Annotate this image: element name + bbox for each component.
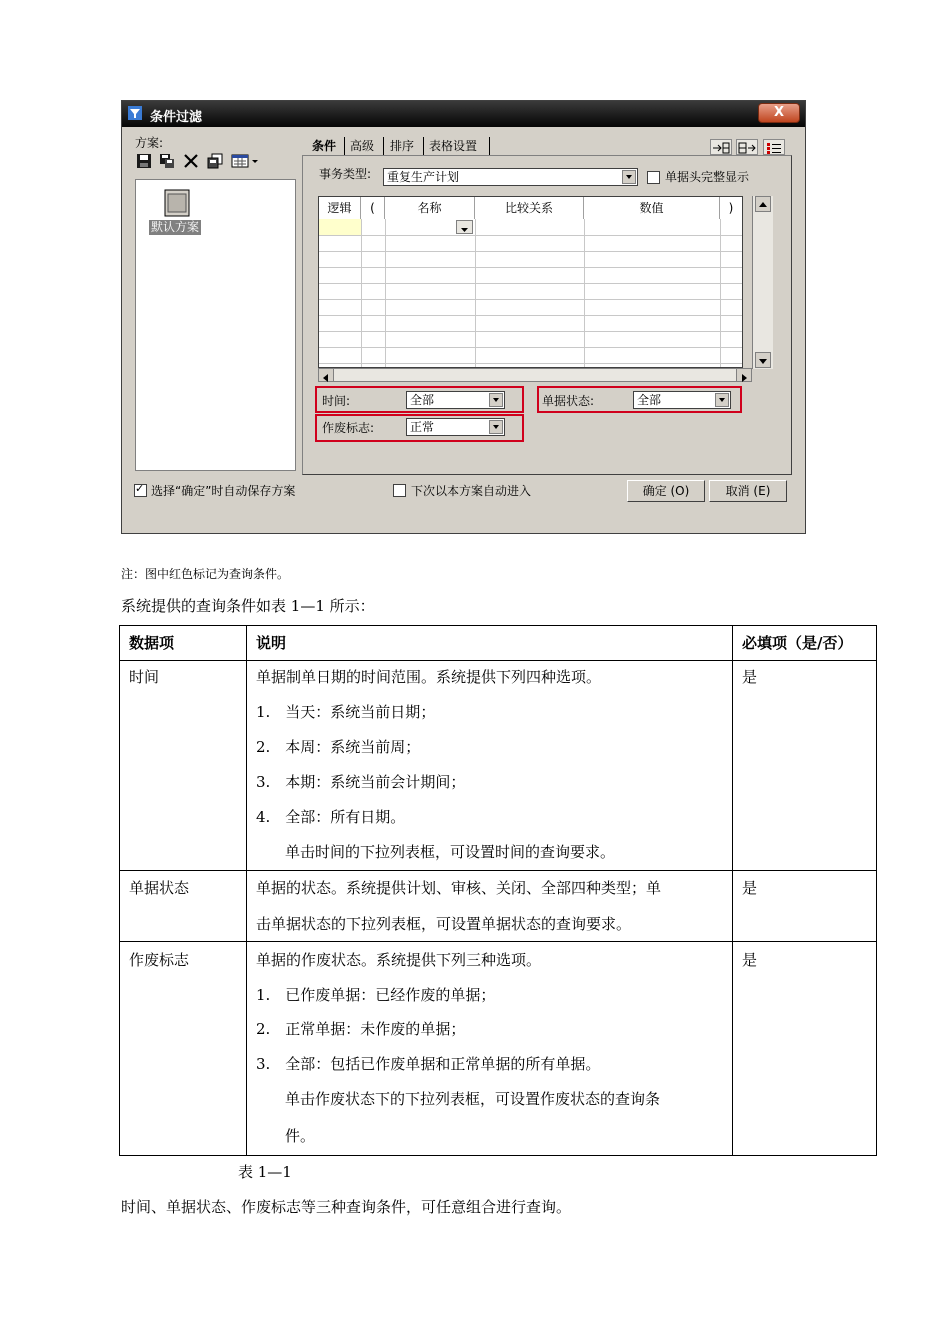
chevron-down-icon[interactable] bbox=[715, 393, 729, 407]
grid-active-cell[interactable] bbox=[319, 219, 361, 235]
time-select[interactable] bbox=[406, 391, 505, 409]
grid-column-line bbox=[361, 219, 362, 367]
table-row-line: 件。 bbox=[285, 1127, 316, 1145]
grid-column-line bbox=[385, 219, 386, 367]
auto-enter-checkbox[interactable] bbox=[393, 484, 406, 497]
dialog-title: 条件过滤 bbox=[150, 110, 203, 125]
table-row-item: 作废标志 bbox=[129, 951, 190, 969]
closing-paragraph: 时间、单据状态、作废标志等三种查询条件，可任意组合进行查询。 bbox=[121, 1198, 572, 1216]
table-row-item: 时间 bbox=[129, 668, 160, 686]
time-label: 时间: bbox=[322, 394, 351, 408]
scheme-label: 方案: bbox=[135, 136, 164, 150]
grid-header-name: 名称 bbox=[385, 197, 475, 219]
table-border bbox=[876, 625, 877, 1156]
grid-horizontal-scrollbar[interactable] bbox=[318, 368, 752, 382]
insert-row-icon[interactable] bbox=[710, 139, 732, 155]
chevron-down-icon[interactable] bbox=[456, 220, 473, 234]
transaction-type-value: 重复生产计划 bbox=[387, 170, 460, 184]
condition-grid[interactable] bbox=[318, 196, 743, 368]
grid-header-value: 数值 bbox=[584, 197, 720, 219]
grid-vertical-scrollbar[interactable] bbox=[752, 196, 773, 369]
table-row-line: 1. 已作废单据：已经作废的单据； bbox=[256, 986, 496, 1004]
table-border bbox=[119, 625, 120, 1156]
auto-save-label: 选择“确定”时自动保存方案 bbox=[151, 484, 296, 498]
chevron-down-icon[interactable] bbox=[489, 420, 503, 434]
grid-row-line bbox=[319, 299, 742, 300]
doc-status-label: 单据状态: bbox=[542, 394, 595, 408]
transaction-type-select[interactable] bbox=[383, 168, 638, 186]
table-row-line: 2. 本周：系统当前周； bbox=[256, 738, 421, 756]
table-row-required: 是 bbox=[742, 668, 758, 686]
table-border bbox=[732, 625, 733, 1156]
tab-divider bbox=[489, 137, 490, 155]
tab-divider bbox=[383, 137, 384, 155]
grid-header-compare: 比较关系 bbox=[475, 197, 584, 219]
save-as-icon[interactable] bbox=[159, 153, 175, 169]
tab-divider bbox=[344, 137, 345, 155]
grid-header-logic: 逻辑 bbox=[319, 197, 361, 219]
grid-row-line bbox=[319, 283, 742, 284]
grid-row-line bbox=[319, 315, 742, 316]
delete-icon[interactable] bbox=[183, 153, 199, 169]
scroll-right-icon[interactable] bbox=[736, 369, 751, 381]
table-border bbox=[119, 1155, 877, 1156]
tab-conditions[interactable]: 条件 bbox=[312, 139, 337, 153]
void-flag-label: 作废标志: bbox=[322, 421, 375, 435]
grid-row-line bbox=[319, 347, 742, 348]
table-border bbox=[119, 941, 877, 942]
tab-divider bbox=[423, 137, 424, 155]
grid-row-line bbox=[319, 251, 742, 252]
tab-advanced[interactable]: 高级 bbox=[350, 139, 375, 153]
append-row-icon[interactable] bbox=[736, 139, 758, 155]
scheme-list[interactable] bbox=[135, 179, 296, 471]
doc-status-value: 全部 bbox=[637, 393, 662, 407]
scheme-item-default[interactable]: 默认方案 bbox=[151, 220, 200, 234]
table-row-line: 2. 正常单据：未作废的单据； bbox=[256, 1020, 466, 1038]
table-border bbox=[246, 625, 247, 1156]
delete-row-icon[interactable] bbox=[763, 139, 785, 155]
close-button[interactable]: X bbox=[758, 103, 800, 123]
table-row-required: 是 bbox=[742, 879, 758, 897]
tab-sort[interactable]: 排序 bbox=[390, 139, 415, 153]
table-row-line: 单击时间的下拉列表框，可设置时间的查询要求。 bbox=[285, 843, 616, 861]
chevron-down-icon[interactable] bbox=[489, 393, 503, 407]
grid-row-line bbox=[319, 363, 742, 364]
table-row-line: 3. 本期：系统当前会计期间； bbox=[256, 773, 466, 791]
auto-save-checkbox[interactable] bbox=[134, 484, 147, 497]
view-options-icon[interactable] bbox=[231, 153, 261, 169]
time-value: 全部 bbox=[410, 393, 435, 407]
table-caption: 表 1—1 bbox=[238, 1163, 292, 1181]
table-row-line: 击单据状态的下拉列表框，可设置单据状态的查询要求。 bbox=[256, 915, 632, 933]
table-row-line: 单据制单日期的时间范围。系统提供下列四种选项。 bbox=[256, 668, 602, 686]
table-border bbox=[119, 625, 877, 626]
table-row-line: 1. 当天：系统当前日期； bbox=[256, 703, 436, 721]
doc-status-select[interactable] bbox=[633, 391, 731, 409]
ok-button[interactable]: 确定 (O) bbox=[627, 480, 705, 502]
copy-scheme-icon[interactable] bbox=[207, 153, 223, 169]
scroll-up-icon[interactable] bbox=[755, 196, 771, 212]
table-row-item: 单据状态 bbox=[129, 879, 190, 897]
table-header-item: 数据项 bbox=[129, 634, 175, 652]
dialog-titlebar bbox=[122, 101, 805, 127]
chevron-down-icon[interactable] bbox=[622, 170, 636, 184]
grid-row-line bbox=[319, 267, 742, 268]
header-full-display-checkbox[interactable] bbox=[647, 171, 660, 184]
transaction-type-label: 事务类型: bbox=[319, 167, 372, 181]
table-row-line: 3. 全部：包括已作废单据和正常单据的所有单据。 bbox=[256, 1055, 601, 1073]
void-flag-value: 正常 bbox=[410, 420, 435, 434]
grid-column-line bbox=[720, 219, 721, 367]
header-full-display-label: 单据头完整显示 bbox=[665, 170, 750, 184]
save-icon[interactable] bbox=[136, 153, 152, 169]
grid-row-line bbox=[319, 235, 742, 236]
table-row-line: 单击作废状态下的下拉列表框，可设置作废状态的查询条 bbox=[285, 1090, 661, 1108]
scroll-left-icon[interactable] bbox=[319, 369, 334, 381]
filter-app-icon bbox=[127, 105, 143, 121]
cancel-button[interactable]: 取消 (E) bbox=[709, 480, 787, 502]
table-border bbox=[119, 660, 877, 661]
grid-column-line bbox=[584, 219, 585, 367]
grid-row-line bbox=[319, 331, 742, 332]
table-header-required: 必填项（是/否） bbox=[742, 634, 853, 652]
grid-header-close-paren: ) bbox=[720, 197, 742, 219]
table-header-description: 说明 bbox=[256, 634, 287, 652]
grid-header-open-paren: ( bbox=[361, 197, 385, 219]
auto-enter-label: 下次以本方案自动进入 bbox=[411, 484, 532, 498]
intro-paragraph: 系统提供的查询条件如表 1—1 所示： bbox=[121, 597, 375, 615]
table-row-required: 是 bbox=[742, 951, 758, 969]
table-row-line: 单据的状态。系统提供计划、审核、关闭、全部四种类型；单 bbox=[256, 879, 662, 897]
tab-table-settings[interactable]: 表格设置 bbox=[429, 139, 478, 153]
scroll-down-icon[interactable] bbox=[755, 352, 771, 368]
figure-note: 注：图中红色标记为查询条件。 bbox=[121, 567, 290, 581]
grid-column-line bbox=[475, 219, 476, 367]
conditions-table bbox=[119, 625, 877, 1156]
table-border bbox=[119, 870, 877, 871]
table-row-line: 单据的作废状态。系统提供下列三种选项。 bbox=[256, 951, 542, 969]
table-row-line: 4. 全部：所有日期。 bbox=[256, 808, 406, 826]
scheme-folder-icon bbox=[164, 188, 190, 218]
void-flag-select[interactable] bbox=[406, 418, 505, 436]
